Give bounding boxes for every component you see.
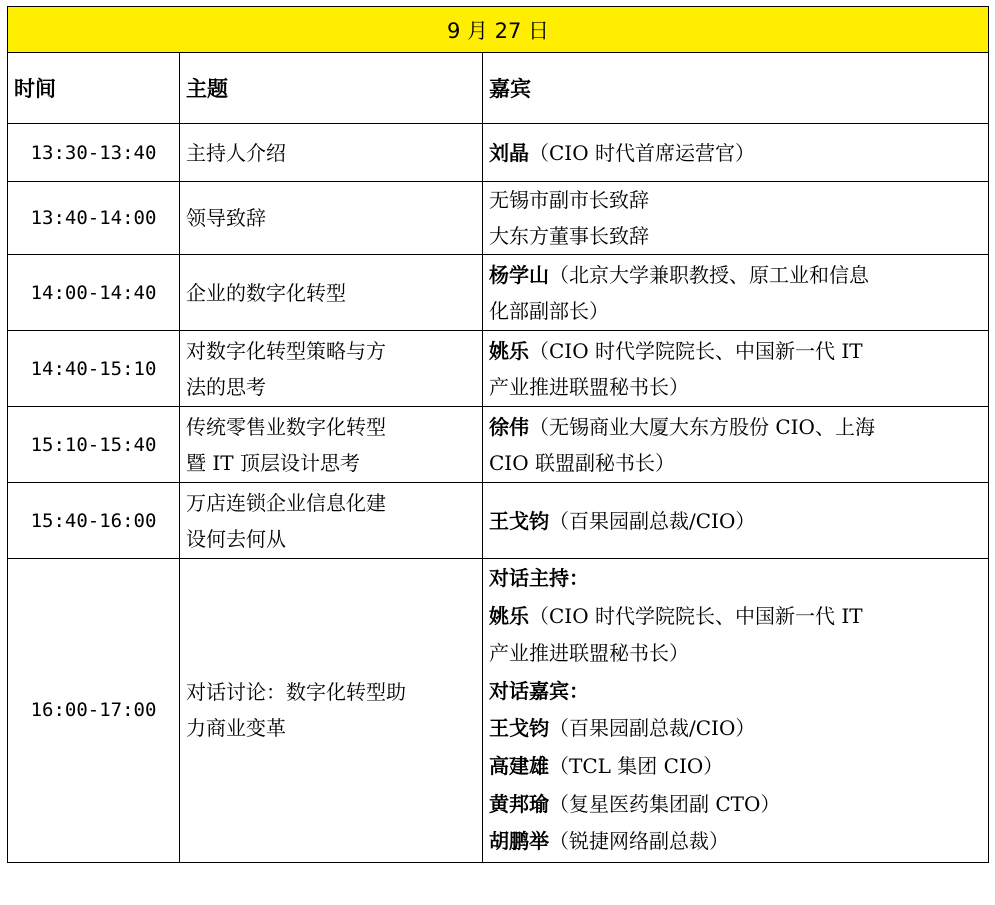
guest-name: 王戈钧	[489, 508, 549, 533]
guest-line	[489, 503, 982, 539]
topic-cell	[180, 407, 483, 483]
guest-name: 徐伟	[489, 414, 529, 439]
time-cell: 13:40-14:00	[8, 182, 180, 255]
guest-cell	[483, 331, 989, 407]
topic-cell	[180, 124, 483, 182]
guest-detail-cont: 产业推进联盟秘书长）	[489, 374, 689, 399]
time-cell: 13:30-13:40	[8, 124, 180, 182]
date-title: 9 月 27 日	[8, 7, 989, 53]
guest-name: 刘晶	[489, 140, 529, 165]
guest-detail: （CIO 时代首席运营官）	[529, 140, 755, 165]
time-cell: 14:40-15:10	[8, 331, 180, 407]
panelist-line	[489, 823, 982, 861]
guest-cell	[483, 124, 989, 182]
schedule-row	[8, 124, 989, 182]
guest-detail: （CIO 时代学院院长、中国新一代 IT	[529, 338, 863, 363]
guest-name: 王戈钧	[489, 716, 549, 741]
guest-line	[489, 409, 982, 445]
schedule-row	[8, 255, 989, 331]
time-cell: 16:00-17:00	[8, 559, 180, 863]
guest-name: 胡鹏举	[489, 829, 549, 854]
guest-detail-cont: 化部副部长）	[489, 298, 609, 323]
guest-detail-cont: CIO 联盟副秘书长）	[489, 450, 675, 475]
guest-detail: （百果园副总裁/CIO）	[549, 508, 756, 533]
topic-line: 暨 IT 顶层设计思考	[186, 450, 360, 475]
topic-cell	[180, 483, 483, 559]
schedule-row	[8, 331, 989, 407]
panelist-line	[489, 710, 982, 748]
topic-line: 对话讨论：数字化转型助	[186, 680, 406, 705]
guest-detail: （TCL 集团 CIO）	[549, 753, 724, 778]
guest-name: 高建雄	[489, 753, 549, 778]
topic-cell	[180, 331, 483, 407]
guest-name: 黄邦瑜	[489, 791, 549, 816]
guest-line	[489, 135, 982, 171]
guest-cell	[483, 255, 989, 331]
topic-line: 主持人介绍	[186, 140, 286, 165]
guest-cell	[483, 559, 989, 863]
header-time: 时间	[8, 53, 180, 124]
topic-line: 领导致辞	[186, 206, 266, 230]
header-guest: 嘉宾	[483, 53, 989, 124]
guest-name: 杨学山	[489, 262, 549, 287]
guest-detail: （无锡商业大厦大东方股份 CIO、上海	[529, 414, 875, 439]
guest-line	[489, 333, 982, 369]
topic-line: 传统零售业数字化转型	[186, 414, 386, 439]
topic-cell	[180, 559, 483, 863]
host-line	[489, 598, 982, 636]
topic-line: 力商业变革	[186, 716, 286, 741]
schedule-table	[7, 6, 989, 863]
topic-cell	[180, 182, 483, 255]
guest-name: 姚乐	[489, 338, 529, 363]
guest-line: 无锡市副市长致辞	[489, 188, 649, 212]
guest-detail-cont: 产业推进联盟秘书长）	[489, 641, 689, 666]
panelists-label: 对话嘉宾：	[489, 678, 589, 703]
host-label: 对话主持：	[489, 566, 589, 590]
guest-detail: （复星医药集团副 CTO）	[549, 791, 781, 816]
time-cell: 15:10-15:40	[8, 407, 180, 483]
topic-line: 企业的数字化转型	[186, 280, 346, 305]
topic-line: 法的思考	[186, 374, 266, 399]
topic-line: 万店连锁企业信息化建	[186, 490, 386, 515]
schedule-row	[8, 407, 989, 483]
guest-detail: （CIO 时代学院院长、中国新一代 IT	[529, 603, 863, 628]
schedule-row	[8, 483, 989, 559]
time-cell: 14:00-14:40	[8, 255, 180, 331]
panelist-line	[489, 748, 982, 786]
guest-detail: （百果园副总裁/CIO）	[549, 716, 756, 741]
topic-line: 对数字化转型策略与方	[186, 338, 386, 363]
guest-cell	[483, 182, 989, 255]
guest-detail: （锐捷网络副总裁）	[549, 829, 729, 854]
date-row	[8, 7, 989, 53]
header-topic: 主题	[180, 53, 483, 124]
guest-detail: （北京大学兼职教授、原工业和信息	[549, 262, 869, 287]
topic-cell	[180, 255, 483, 331]
guest-name: 姚乐	[489, 603, 529, 628]
time-cell: 15:40-16:00	[8, 483, 180, 559]
schedule-row	[8, 182, 989, 255]
guest-cell	[483, 407, 989, 483]
guest-cell	[483, 483, 989, 559]
panelist-line	[489, 786, 982, 824]
guest-line: 大东方董事长致辞	[489, 224, 649, 248]
topic-line: 设何去何从	[186, 526, 286, 551]
header-row	[8, 53, 989, 124]
guest-line	[489, 257, 982, 293]
schedule-row	[8, 559, 989, 863]
